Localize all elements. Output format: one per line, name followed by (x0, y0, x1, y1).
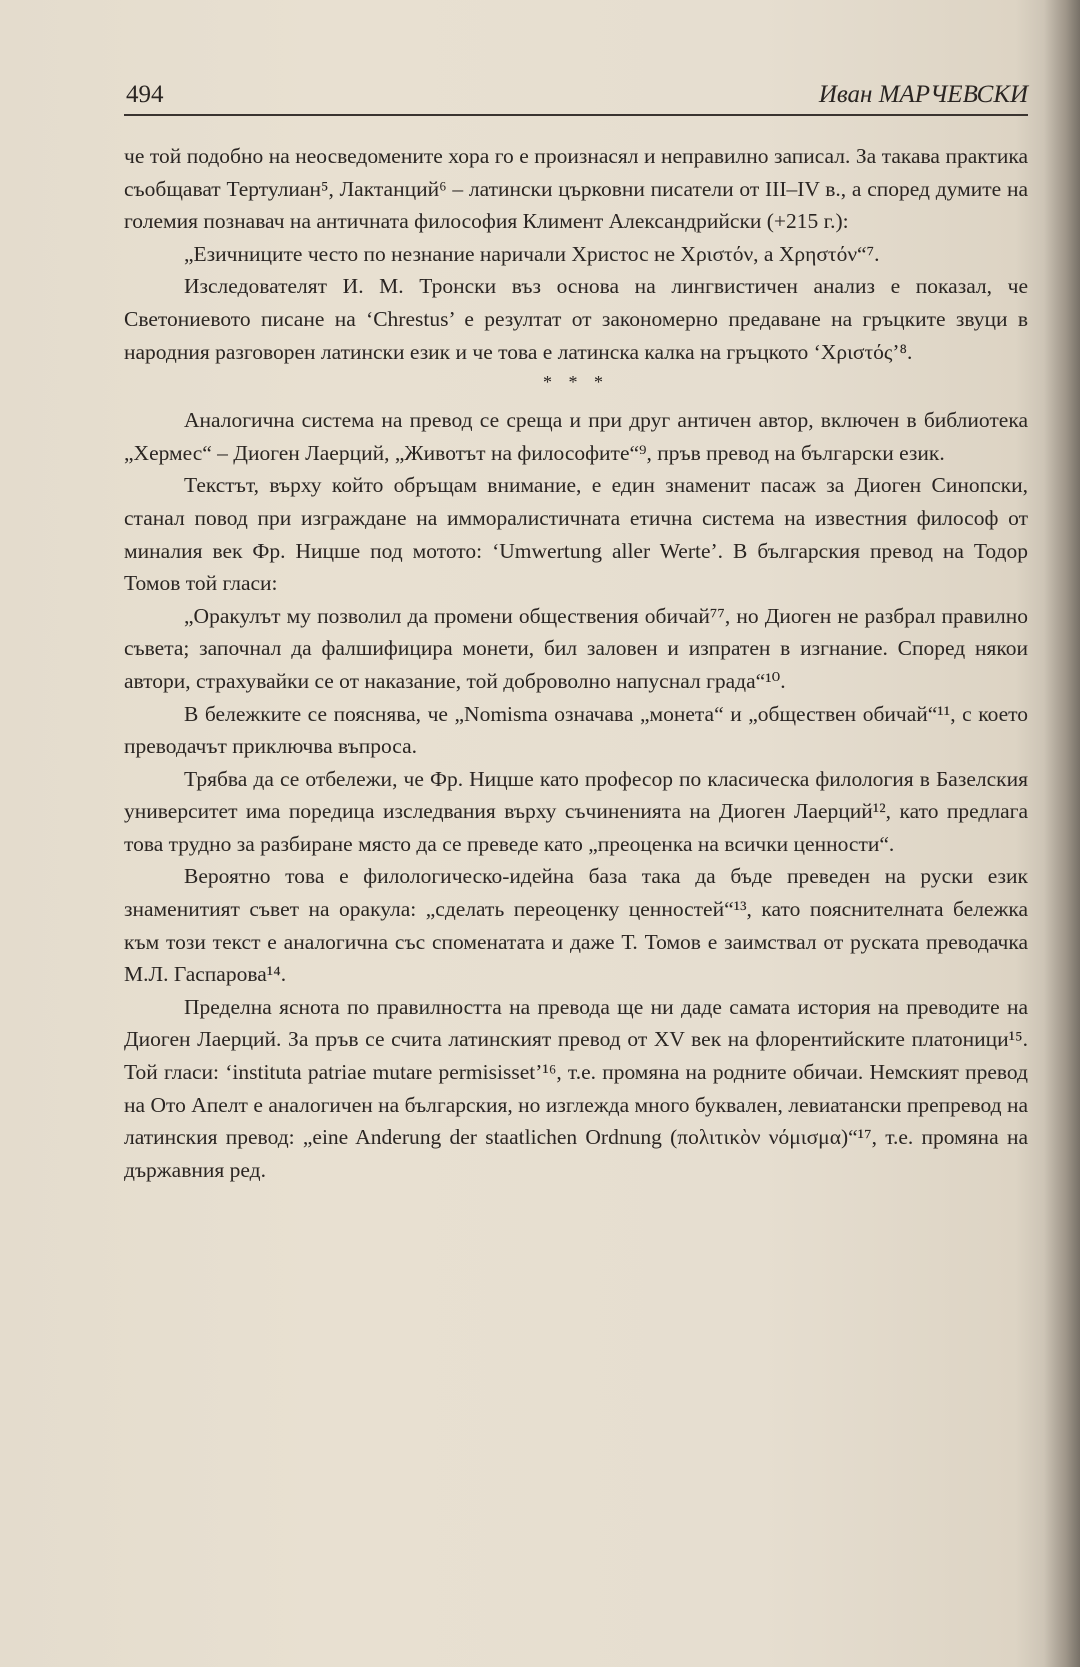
section-separator: * * * (543, 372, 609, 393)
paragraph-russian: Вероятно това е филологическо-идейна база така да бъде преведен на руски език знаменитият съвет на оракула: „сделать переоценку ценностей“¹³, като пояснителната бележка към този текст е аналогична със споменатата и даже Т. Томов е заимствал от руската преводачка М.Л. Гаспарова¹⁴. (124, 864, 1028, 987)
paragraph-history: Пределна яснота по правилността на превода ще ни даде самата история на преводите на Диоген Лаерций. За пръв се счита латинският превод от XV век на флорентийските платоници¹⁵. Той гласи: ‘instituta patriae mutare permisisset’¹⁶, т.е. промяна на родните обичаи. Немският превод на Ото Апелт е аналогичен на българския, но изглежда много буквален, левиатански препревод на латинския превод: „eine Anderung der staatlichen Ordnung (πολιτικὸν νόμισμα)“¹⁷, т.е. промяна на държавния ред. (124, 994, 1028, 1182)
body-text (124, 140, 1028, 1186)
book-spine-shadow (1044, 0, 1080, 1667)
paragraph-diogenes-intro: Аналогична система на превод се среща и при друг античен автор, включен в библиотека „Хермес“ – Диоген Лаерций, „Животът на философите“⁹, пръв превод на български език. (124, 408, 1028, 465)
paragraph-quote-clement: „Езичниците често по незнание наричали Христос не Χριστόν, а Χρηστόν“⁷. (184, 241, 880, 266)
page-header (124, 78, 1028, 116)
paragraph-tronski: Изследователят И. М. Тронски въз основа на лингвистичен анализ е показал, че Светониевото писане на ‘Chrestus’ е резултат от закономерно предаване на гръцките звуци в народния разговорен латински език и че това е латинска калка на гръцкото ‘Χριστός’⁸. (124, 274, 1028, 364)
paragraph-notes: В бележките се пояснява, че „Nomisma означава „монета“ и „обществен обичай“¹¹, с което преводачът приключва въпроса. (124, 701, 1028, 759)
paragraph-passage: Текстът, върху който обръщам внимание, е един знаменит пасаж за Диоген Синопски, станал повод при изграждане на имморалистичната етична система на известния философ от миналия век Фр. Ницше под мотото: ‘Umwertung aller Werte’. В българския превод на Тодор Томов той гласи: (124, 473, 1028, 596)
paragraph-continuation: че той подобно на неосведомените хора го е произнасял и неправилно записал. За такава практика съобщават Тертулиан⁵, Лактанций⁶ – латински църковни писатели от III–IV в., а според думите на големия познавач на античната философия Климент Александрийски (+215 г.): (124, 144, 1028, 234)
running-head: Иван МАРЧЕВСКИ (818, 81, 1028, 108)
paragraph-nietzsche: Трябва да се отбележи, че Фр. Ницше като професор по класическа филология в Базелския университет има поредица изследвания върху съчиненията на Диоген Лаерций¹², като предлага това трудно за разбиране място да се преведе като „преоценка на всички ценности“. (124, 766, 1028, 856)
paragraph-quote-tomov: „Оракулът му позволил да промени обществения обичай⁷⁷, но Диоген не разбрал правилно съвета; започнал да фалшифицира монети, бил заловен и изпратен в изгнание. Според някои автори, страхувайки се от наказание, той доброволно напуснал града“¹⁰. (124, 603, 1028, 693)
page-number: 494 (126, 81, 164, 108)
